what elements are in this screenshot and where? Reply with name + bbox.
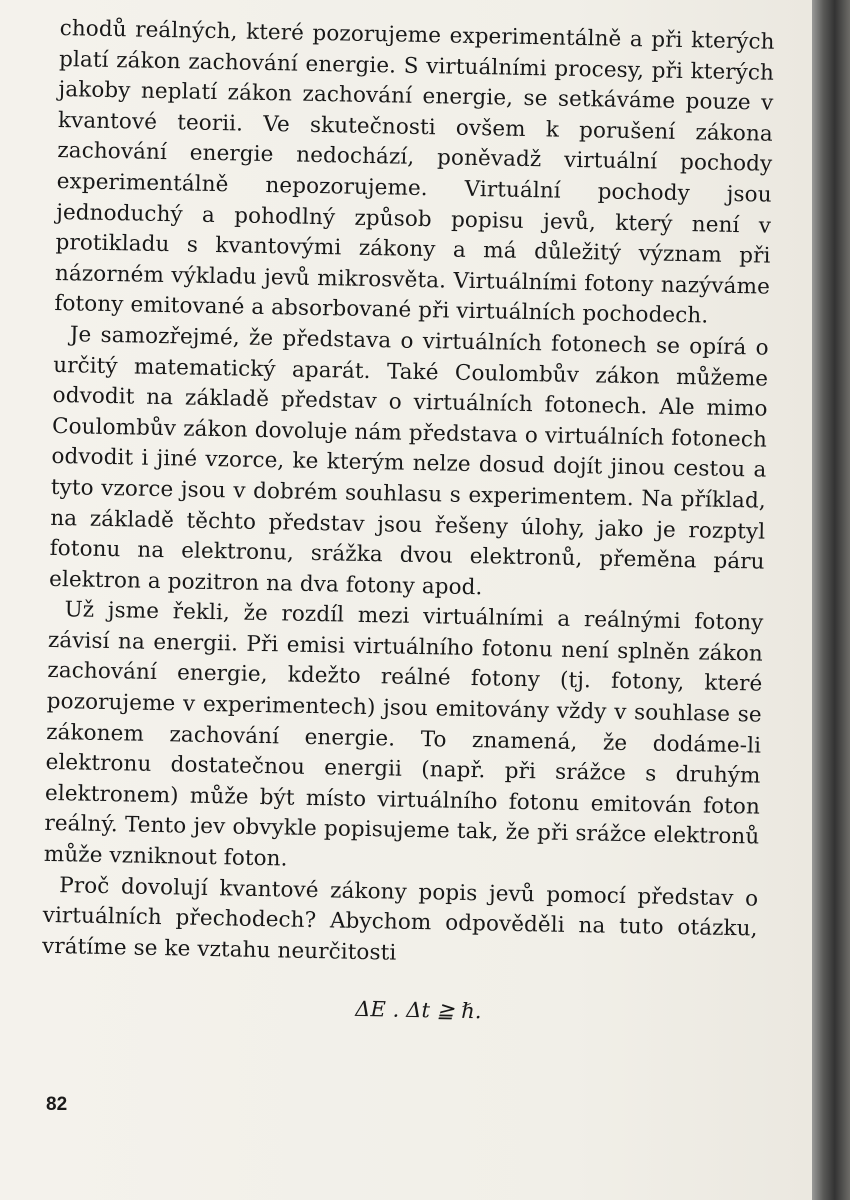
paragraph-2: Je samozřejmé, že představa o virtuálních fotonech se opírá o určitý matematický aparát. Také Coulombův zákon můžeme odvodit na základě představ o virtuálních fotonech. Ale mimo Coulombův zákon dovoluje nám představa o virtuálních fotonech odvodit i jiné vzorce, ke kterým nelze dosud dojít jinou cestou a tyto vzorce jsou v dobrém souhlasu s experimentem. Na příklad, na základě těchto představ jsou řešeny úlohy, jako je rozptyl fotonu na elektronu, srážka dvou elektronů, přeměna páru elektron a pozitron na dva fotony apod.: [48, 322, 769, 600]
paragraph-4: Proč dovolují kvantové zákony popis jevů pomocí představ o virtuálních přechodech? Abychom odpověděli na tuto otázku, vrátíme se ke vztahu neurčitosti: [41, 872, 759, 966]
body-text: [41, 14, 775, 1033]
book-spine-shadow: [812, 0, 850, 1200]
paragraph-1: chodů reálných, které pozorujeme experimentálně a při kterých platí zákon zachování energie. S virtuálními procesy, při kterých jakoby neplatí zákon zachování energie, se setkáváme pouze v kvantové teorii. Ve skutečnosti ovšem k porušení zákona zachování energie nedochází, poněvadž virtuální pochody experimentálně nepozorujeme. Virtuální pochody jsou jednoduchý a pohodlný způsob popisu jevů, který není v protikladu s kvantovými zákony a má důležitý význam při názorném výkladu jevů mikrosvěta. Virtuálními fotony nazýváme fotony emitované a absorbované při virtuálních pochodech.: [54, 15, 775, 329]
paragraph-3: Už jsme řekli, že rozdíl mezi virtuálními a reálnými fotony závisí na energii. Při emisi virtuálního fotonu není splněn zákon zachování energie, kdežto reálné fotony (tj. fotony, které pozorujeme v experimentech) jsou emitovány vždy v souhlase se zákonem zachování energie. To znamená, že dodáme-li elektronu dostatečnou energii (např. při srážce s druhým elektronem) může být místo virtuálního fotonu emitován foton reálný. Tento jev obvykle popisujeme tak, že při srážce elektronů může vzniknout foton.: [43, 597, 764, 872]
uncertainty-formula: ΔE . Δt ≧ ℏ.: [354, 997, 482, 1024]
page-number: 82: [46, 1094, 68, 1115]
